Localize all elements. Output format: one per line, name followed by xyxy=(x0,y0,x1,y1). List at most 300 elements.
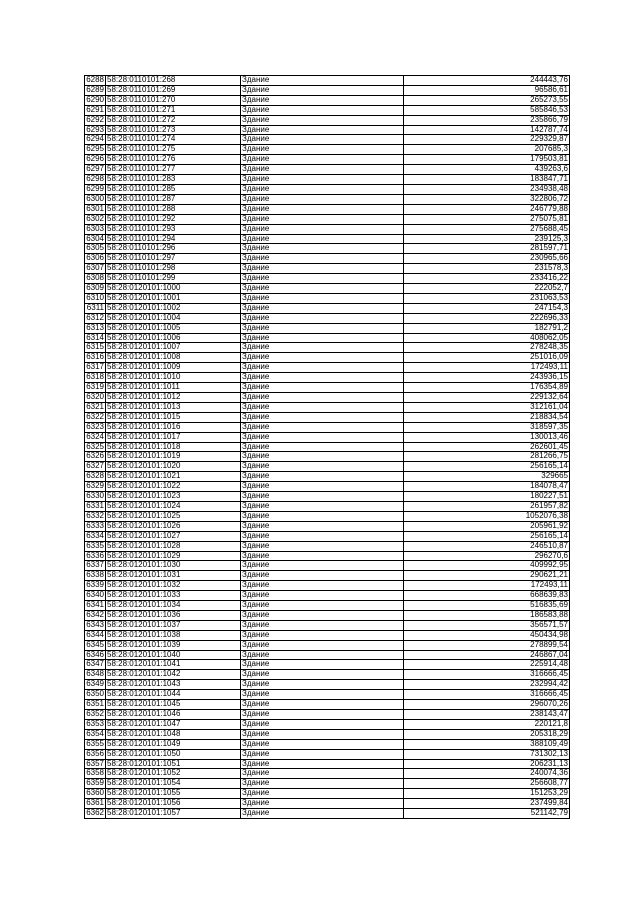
cadastral-value-cell: 521142,79 xyxy=(404,809,570,819)
cadastral-value-cell: 229132,64 xyxy=(404,393,570,403)
row-number-cell: 6309 xyxy=(86,283,104,293)
row-number-cell: 6334 xyxy=(86,531,104,540)
row-number-cell: 6303 xyxy=(86,224,104,233)
object-type-cell: Здание xyxy=(241,680,404,690)
object-type-cell: Здание xyxy=(241,809,404,819)
object-type-cell: Здание xyxy=(241,610,404,620)
table-row xyxy=(85,660,570,670)
cadastral-value-cell: 322806,72 xyxy=(404,194,570,204)
cadastral-value-cell: 296070,26 xyxy=(404,700,570,710)
cadastral-number-cell: 58:28:0120101:1057 xyxy=(106,809,241,819)
cadastral-value-cell: 439263,6 xyxy=(404,165,570,175)
cadastral-number-cell: 58:28:0120101:1043 xyxy=(106,680,241,690)
cadastral-value-cell: 356571,57 xyxy=(404,620,570,630)
cadastral-number-cell: 58:28:0120101:1012 xyxy=(106,393,241,403)
table-row xyxy=(85,581,570,591)
cadastral-number-cell: 58:28:0120101:1054 xyxy=(106,779,241,789)
cadastral-value-cell: 290621,21 xyxy=(404,571,570,581)
object-type-cell: Здание xyxy=(241,660,404,670)
cadastral-value-cell: 316666,45 xyxy=(404,670,570,680)
table-row xyxy=(85,254,570,264)
cadastral-number-cell: 58:28:0120101:1037 xyxy=(106,620,241,630)
cadastral-number-cell: 58:28:0120101:1041 xyxy=(106,660,241,670)
cadastral-value-cell: 182791,2 xyxy=(404,323,570,333)
cadastral-value-cell: 318597,35 xyxy=(404,422,570,432)
row-number-cell: 6316 xyxy=(86,352,104,362)
cadastral-value-cell: 275075,81 xyxy=(404,214,570,224)
cadastral-number-cell: 58:28:0120101:1015 xyxy=(106,412,241,422)
row-number-cell: 6296 xyxy=(86,154,104,164)
table-row xyxy=(85,293,570,303)
row-number-cell: 6300 xyxy=(86,194,104,203)
cadastral-number-cell: 58:28:0120101:1023 xyxy=(106,492,241,502)
row-number-cell: 6341 xyxy=(86,600,104,610)
cadastral-value-cell: 262601,45 xyxy=(404,442,570,452)
cadastral-number-cell: 58:28:0110101:276 xyxy=(106,155,241,165)
cadastral-value-cell: 256165,14 xyxy=(404,462,570,472)
cadastral-number-cell: 58:28:0120101:1031 xyxy=(106,571,241,581)
object-type-cell: Здание xyxy=(241,472,404,482)
object-type-cell: Здание xyxy=(241,422,404,432)
row-number-cell: 6299 xyxy=(86,184,104,193)
table-row xyxy=(85,353,570,363)
object-type-cell: Здание xyxy=(241,264,404,274)
cadastral-value-cell: 731302,13 xyxy=(404,749,570,759)
table-row xyxy=(85,779,570,789)
cadastral-number-cell: 58:28:0120101:1020 xyxy=(106,462,241,472)
table-row xyxy=(85,809,570,819)
cadastral-value-cell: 237499,84 xyxy=(404,799,570,809)
cadastral-value-cell: 1052076,38 xyxy=(404,511,570,521)
object-type-cell: Здание xyxy=(241,343,404,353)
cadastral-number-cell: 58:28:0120101:1011 xyxy=(106,383,241,393)
cadastral-value-cell: 229329,87 xyxy=(404,135,570,145)
row-number-cell: 6313 xyxy=(86,323,104,332)
row-number-cell: 6290 xyxy=(86,95,104,104)
table-row xyxy=(85,442,570,452)
table-row xyxy=(85,719,570,729)
cadastral-value-cell: 668639,83 xyxy=(404,591,570,601)
object-type-cell: Здание xyxy=(241,452,404,462)
row-number-cell: 6336 xyxy=(86,551,104,560)
cadastral-number-cell: 58:28:0120101:1001 xyxy=(106,293,241,303)
cadastral-value-cell: 207685,3 xyxy=(404,145,570,155)
object-type-cell: Здание xyxy=(241,501,404,511)
table-row xyxy=(85,759,570,769)
cadastral-number-cell: 58:28:0120101:1004 xyxy=(106,313,241,323)
row-number-cell: 6295 xyxy=(86,144,104,154)
row-number-cell: 6326 xyxy=(86,451,104,461)
object-type-cell: Здание xyxy=(241,729,404,739)
cadastral-value-cell: 205318,29 xyxy=(404,729,570,739)
cadastral-value-cell: 296270,6 xyxy=(404,551,570,561)
cadastral-value-cell: 261957,82 xyxy=(404,501,570,511)
object-type-cell: Здание xyxy=(241,432,404,442)
row-number-cell: 6329 xyxy=(86,481,104,491)
cadastral-value-cell: 312161,04 xyxy=(404,402,570,412)
cadastral-number-cell: 58:28:0120101:1038 xyxy=(106,630,241,640)
cadastral-number-cell: 58:28:0120101:1039 xyxy=(106,640,241,650)
row-number-cell: 6342 xyxy=(86,610,104,619)
cadastral-number-cell: 58:28:0120101:1042 xyxy=(106,670,241,680)
object-type-cell: Здание xyxy=(241,165,404,175)
cadastral-number-cell: 58:28:0110101:294 xyxy=(106,234,241,244)
cadastral-number-cell: 58:28:0120101:1009 xyxy=(106,363,241,373)
row-number-cell: 6308 xyxy=(86,273,104,283)
cadastral-value-cell: 244443,76 xyxy=(404,76,570,86)
table-row xyxy=(85,284,570,294)
row-number-cell: 6352 xyxy=(86,709,104,718)
row-number-cell: 6335 xyxy=(86,541,104,550)
object-type-cell: Здание xyxy=(241,194,404,204)
row-number-cell: 6325 xyxy=(86,442,104,451)
cadastral-number-cell: 58:28:0120101:1052 xyxy=(106,769,241,779)
object-type-cell: Здание xyxy=(241,531,404,541)
cadastral-number-cell: 58:28:0110101:287 xyxy=(106,194,241,204)
table-row xyxy=(85,105,570,115)
object-type-cell: Здание xyxy=(241,620,404,630)
cadastral-number-cell: 58:28:0120101:1044 xyxy=(106,690,241,700)
cadastral-number-cell: 58:28:0110101:275 xyxy=(106,145,241,155)
row-number-cell: 6330 xyxy=(86,491,104,501)
table-row xyxy=(85,333,570,343)
object-type-cell: Здание xyxy=(241,85,404,95)
cadastral-number-cell: 58:28:0120101:1033 xyxy=(106,591,241,601)
row-number-cell: 6315 xyxy=(86,342,104,352)
object-type-cell: Здание xyxy=(241,204,404,214)
table-body xyxy=(85,76,570,819)
row-number-cell: 6333 xyxy=(86,521,104,530)
cadastral-value-cell: 409992,95 xyxy=(404,561,570,571)
cadastral-value-cell: 246510,87 xyxy=(404,541,570,551)
cadastral-value-cell: 222696,33 xyxy=(404,313,570,323)
row-number-cell: 6343 xyxy=(86,620,104,629)
table-row xyxy=(85,521,570,531)
cadastral-value-cell: 316666,45 xyxy=(404,690,570,700)
cadastral-value-cell: 278248,35 xyxy=(404,343,570,353)
row-number-cell: 6354 xyxy=(86,729,104,738)
object-type-cell: Здание xyxy=(241,76,404,86)
object-type-cell: Здание xyxy=(241,789,404,799)
cadastral-value-cell: 251016,09 xyxy=(404,353,570,363)
cadastral-number-cell: 58:28:0120101:1002 xyxy=(106,303,241,313)
table-row xyxy=(85,690,570,700)
row-number-cell: 6358 xyxy=(86,768,104,778)
table-row xyxy=(85,452,570,462)
row-number-cell: 6294 xyxy=(86,134,104,144)
table-row xyxy=(85,323,570,333)
cadastral-number-cell: 58:28:0120101:1005 xyxy=(106,323,241,333)
cadastral-number-cell: 58:28:0120101:1019 xyxy=(106,452,241,462)
object-type-cell: Здание xyxy=(241,155,404,165)
cadastral-number-cell: 58:28:0120101:1016 xyxy=(106,422,241,432)
cadastral-number-cell: 58:28:0110101:299 xyxy=(106,274,241,284)
table-row xyxy=(85,363,570,373)
object-type-cell: Здание xyxy=(241,95,404,105)
object-type-cell: Здание xyxy=(241,274,404,284)
cadastral-value-cell: 96586,61 xyxy=(404,85,570,95)
cadastral-number-cell: 58:28:0120101:1010 xyxy=(106,373,241,383)
cadastral-number-cell: 58:28:0120101:1051 xyxy=(106,759,241,769)
cadastral-number-cell: 58:28:0120101:1022 xyxy=(106,482,241,492)
cadastral-number-cell: 58:28:0120101:1021 xyxy=(106,472,241,482)
object-type-cell: Здание xyxy=(241,640,404,650)
object-type-cell: Здание xyxy=(241,650,404,660)
cadastral-number-cell: 58:28:0110101:285 xyxy=(106,184,241,194)
row-number-cell: 6345 xyxy=(86,640,104,649)
cadastral-number-cell: 58:28:0110101:293 xyxy=(106,224,241,234)
table-row xyxy=(85,630,570,640)
object-type-cell: Здание xyxy=(241,224,404,234)
object-type-cell: Здание xyxy=(241,105,404,115)
table-row xyxy=(85,769,570,779)
table-row xyxy=(85,700,570,710)
cadastral-number-cell: 58:28:0120101:1045 xyxy=(106,700,241,710)
table-row xyxy=(85,601,570,611)
table-row xyxy=(85,214,570,224)
cadastral-value-cell: 205961,92 xyxy=(404,521,570,531)
table-row xyxy=(85,710,570,720)
cadastral-value-cell: 329665 xyxy=(404,472,570,482)
cadastral-value-cell: 220121,8 xyxy=(404,719,570,729)
cadastral-number-cell: 58:28:0110101:271 xyxy=(106,105,241,115)
row-number-cell: 6317 xyxy=(86,362,104,372)
cadastral-value-cell: 408062,05 xyxy=(404,333,570,343)
cadastral-number-cell: 58:28:0110101:292 xyxy=(106,214,241,224)
cadastral-value-cell: 231578,3 xyxy=(404,264,570,274)
cadastral-value-cell: 235866,79 xyxy=(404,115,570,125)
table-row xyxy=(85,462,570,472)
cadastral-value-cell: 231063,53 xyxy=(404,293,570,303)
row-number-cell: 6322 xyxy=(86,412,104,421)
cadastral-number-cell: 58:28:0120101:1007 xyxy=(106,343,241,353)
table-row xyxy=(85,620,570,630)
row-number-cell: 6289 xyxy=(86,85,104,94)
cadastral-number-cell: 58:28:0120101:1049 xyxy=(106,739,241,749)
object-type-cell: Здание xyxy=(241,551,404,561)
object-type-cell: Здание xyxy=(241,175,404,185)
object-type-cell: Здание xyxy=(241,462,404,472)
cadastral-number-cell: 58:28:0120101:1050 xyxy=(106,749,241,759)
table-row xyxy=(85,739,570,749)
row-number-cell: 6362 xyxy=(86,808,104,818)
cadastral-value-cell: 232994,42 xyxy=(404,680,570,690)
cadastral-value-cell: 218834,54 xyxy=(404,412,570,422)
cadastral-value-cell: 184078,47 xyxy=(404,482,570,492)
cadastral-number-cell: 58:28:0120101:1029 xyxy=(106,551,241,561)
row-number-cell: 6355 xyxy=(86,739,104,748)
cadastral-number-cell: 58:28:0110101:273 xyxy=(106,125,241,135)
table-row xyxy=(85,422,570,432)
cadastral-value-cell: 172493,11 xyxy=(404,363,570,373)
cadastral-number-cell: 58:28:0120101:1025 xyxy=(106,511,241,521)
object-type-cell: Здание xyxy=(241,353,404,363)
cadastral-value-table xyxy=(84,75,570,819)
row-number-cell: 6319 xyxy=(86,382,104,392)
table-row xyxy=(85,501,570,511)
cadastral-value-cell: 265273,55 xyxy=(404,95,570,105)
cadastral-number-cell: 58:28:0110101:274 xyxy=(106,135,241,145)
cadastral-value-cell: 180227,51 xyxy=(404,492,570,502)
cadastral-number-cell: 58:28:0120101:1047 xyxy=(106,719,241,729)
cadastral-value-cell: 281597,71 xyxy=(404,244,570,254)
cadastral-value-cell: 239125,3 xyxy=(404,234,570,244)
table-row xyxy=(85,432,570,442)
object-type-cell: Здание xyxy=(241,373,404,383)
object-type-cell: Здание xyxy=(241,184,404,194)
row-number-cell: 6339 xyxy=(86,580,104,590)
cadastral-number-cell: 58:28:0110101:269 xyxy=(106,85,241,95)
row-number-cell: 6350 xyxy=(86,689,104,699)
table-row xyxy=(85,402,570,412)
row-number-cell: 6331 xyxy=(86,501,104,510)
cadastral-number-cell: 58:28:0110101:298 xyxy=(106,264,241,274)
table-row xyxy=(85,591,570,601)
row-number-cell: 6340 xyxy=(86,590,104,600)
row-number-cell: 6353 xyxy=(86,719,104,728)
row-number-cell: 6306 xyxy=(86,253,104,263)
cadastral-number-cell: 58:28:0120101:1027 xyxy=(106,531,241,541)
cadastral-number-cell: 58:28:0120101:1046 xyxy=(106,710,241,720)
object-type-cell: Здание xyxy=(241,303,404,313)
table-row xyxy=(85,670,570,680)
table-row xyxy=(85,610,570,620)
row-number-cell: 6351 xyxy=(86,699,104,709)
table-row xyxy=(85,749,570,759)
row-number-cell: 6349 xyxy=(86,679,104,689)
object-type-cell: Здание xyxy=(241,670,404,680)
cadastral-number-cell: 58:28:0120101:1040 xyxy=(106,650,241,660)
cadastral-value-cell: 176354,89 xyxy=(404,383,570,393)
table-row xyxy=(85,204,570,214)
table-row xyxy=(85,541,570,551)
table-row xyxy=(85,680,570,690)
cadastral-value-cell: 222052,7 xyxy=(404,284,570,294)
table-row xyxy=(85,175,570,185)
cadastral-value-cell: 275688,45 xyxy=(404,224,570,234)
cadastral-value-cell: 278899,54 xyxy=(404,640,570,650)
table-row xyxy=(85,373,570,383)
table-row xyxy=(85,234,570,244)
object-type-cell: Здание xyxy=(241,284,404,294)
object-type-cell: Здание xyxy=(241,739,404,749)
object-type-cell: Здание xyxy=(241,145,404,155)
row-number-cell: 6298 xyxy=(86,174,104,184)
table-row xyxy=(85,264,570,274)
object-type-cell: Здание xyxy=(241,779,404,789)
object-type-cell: Здание xyxy=(241,591,404,601)
object-type-cell: Здание xyxy=(241,313,404,323)
object-type-cell: Здание xyxy=(241,412,404,422)
table-row xyxy=(85,165,570,175)
table-row xyxy=(85,472,570,482)
table-row xyxy=(85,571,570,581)
cadastral-value-cell: 256165,14 xyxy=(404,531,570,541)
row-number-cell: 6297 xyxy=(86,164,104,174)
table-row xyxy=(85,184,570,194)
object-type-cell: Здание xyxy=(241,333,404,343)
row-number-cell: 6310 xyxy=(86,293,104,302)
cadastral-value-cell: 183847,71 xyxy=(404,175,570,185)
table-row xyxy=(85,640,570,650)
object-type-cell: Здание xyxy=(241,571,404,581)
cadastral-number-cell: 58:28:0110101:272 xyxy=(106,115,241,125)
cadastral-number-cell: 58:28:0120101:1018 xyxy=(106,442,241,452)
cadastral-value-cell: 247154,3 xyxy=(404,303,570,313)
cadastral-value-cell: 246779,88 xyxy=(404,204,570,214)
object-type-cell: Здание xyxy=(241,700,404,710)
cadastral-number-cell: 58:28:0120101:1055 xyxy=(106,789,241,799)
table-row xyxy=(85,492,570,502)
table-row xyxy=(85,194,570,204)
table-row xyxy=(85,303,570,313)
object-type-cell: Здание xyxy=(241,749,404,759)
table-row xyxy=(85,115,570,125)
cadastral-value-cell: 234938,48 xyxy=(404,184,570,194)
table-row xyxy=(85,789,570,799)
object-type-cell: Здание xyxy=(241,630,404,640)
cadastral-number-cell: 58:28:0120101:1032 xyxy=(106,581,241,591)
object-type-cell: Здание xyxy=(241,511,404,521)
object-type-cell: Здание xyxy=(241,125,404,135)
table-row xyxy=(85,343,570,353)
cadastral-number-cell: 58:28:0120101:1028 xyxy=(106,541,241,551)
table-row xyxy=(85,85,570,95)
row-number-cell: 6347 xyxy=(86,659,104,669)
row-number-cell: 6321 xyxy=(86,402,104,411)
row-number-cell: 6291 xyxy=(86,105,104,114)
cadastral-value-cell: 256608,77 xyxy=(404,779,570,789)
row-number-cell: 6327 xyxy=(86,461,104,471)
object-type-cell: Здание xyxy=(241,135,404,145)
object-type-cell: Здание xyxy=(241,769,404,779)
table-row xyxy=(85,224,570,234)
cadastral-value-cell: 516835,69 xyxy=(404,601,570,611)
table-row xyxy=(85,383,570,393)
cadastral-number-cell: 58:28:0120101:1008 xyxy=(106,353,241,363)
row-number-cell: 6338 xyxy=(86,570,104,580)
cadastral-number-cell: 58:28:0110101:296 xyxy=(106,244,241,254)
table-row xyxy=(85,511,570,521)
row-number-cell: 6348 xyxy=(86,669,104,679)
row-number-cell: 6292 xyxy=(86,115,104,124)
cadastral-number-cell: 58:28:0120101:1026 xyxy=(106,521,241,531)
object-type-cell: Здание xyxy=(241,710,404,720)
cadastral-number-cell: 58:28:0120101:1036 xyxy=(106,610,241,620)
cadastral-number-cell: 58:28:0110101:268 xyxy=(106,76,241,86)
object-type-cell: Здание xyxy=(241,799,404,809)
row-number-cell: 6361 xyxy=(86,798,104,808)
cadastral-number-cell: 58:28:0120101:1013 xyxy=(106,402,241,412)
object-type-cell: Здание xyxy=(241,581,404,591)
cadastral-number-cell: 58:28:0110101:270 xyxy=(106,95,241,105)
row-number-cell: 6304 xyxy=(86,234,104,243)
table-row xyxy=(85,135,570,145)
cadastral-number-cell: 58:28:0110101:277 xyxy=(106,165,241,175)
object-type-cell: Здание xyxy=(241,363,404,373)
cadastral-number-cell: 58:28:0120101:1006 xyxy=(106,333,241,343)
object-type-cell: Здание xyxy=(241,234,404,244)
object-type-cell: Здание xyxy=(241,521,404,531)
table-row xyxy=(85,274,570,284)
table-row xyxy=(85,561,570,571)
row-number-cell: 6356 xyxy=(86,749,104,758)
row-number-cell: 6301 xyxy=(86,204,104,213)
object-type-cell: Здание xyxy=(241,442,404,452)
table-row xyxy=(85,125,570,135)
cadastral-value-cell: 450434,98 xyxy=(404,630,570,640)
table-row xyxy=(85,531,570,541)
